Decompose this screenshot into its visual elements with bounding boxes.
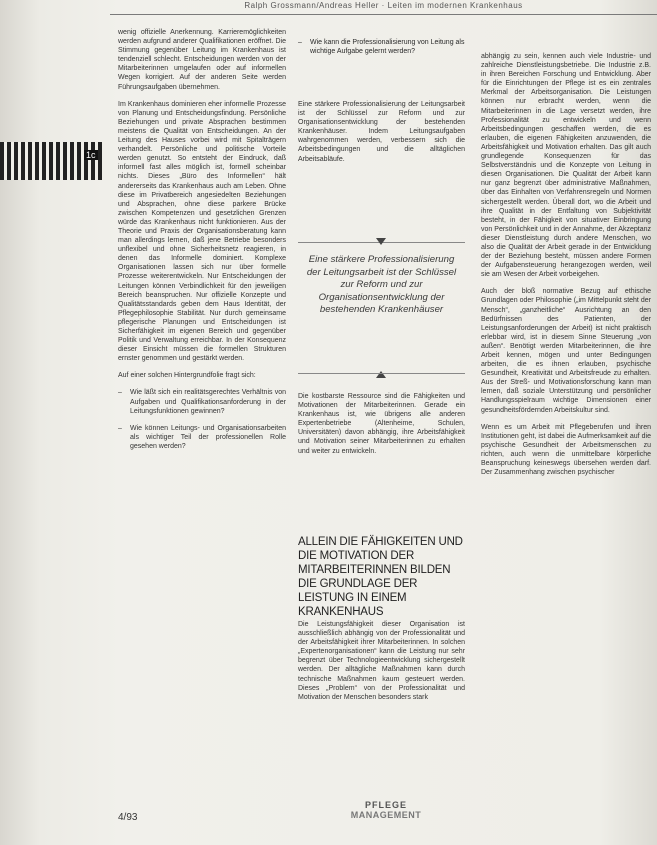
col1-bullet-2: – Wie können Leitungs- und Organisationsarbeiten als wichtiger Teil der professionellen Rolle gesehen werden?: [118, 424, 286, 451]
logo-line-1: PFLEGE: [364, 800, 407, 810]
col1-paragraph-3: Auf einer solchen Hintergrundfolie fragt sich:: [118, 372, 256, 380]
header-title: Ralph Grossmann/Andreas Heller · Leiten im modernen Krankenhaus: [244, 1, 523, 10]
column-2-middle: [298, 392, 465, 464]
col1-bullet-list: [118, 388, 286, 451]
pullquote-text: Eine stärkere Professionalisierung der Leitungsarbeit ist der Schlüssel zur Reform und zur Organisationsentwicklung der bestehenden Krankenhäuser: [306, 254, 457, 316]
column-3: [481, 52, 651, 485]
col1-paragraph-1: wenig offizielle Anerkennung. Karrieremöglichkeiten werden aufgrund anderer Qualifikationen eröffnet. Die Stimmung gegenüber Leitung im Krankenhaus ist tendenziell schlecht. Entscheidungen werden von der Mitarbeiterinnen umgelaufen oder auf informellen Wegen korrigiert. Auf der anderen Seite werden Führungsaufgaben übernehmen.: [118, 29, 286, 91]
magazine-logo: [336, 800, 436, 820]
section-headline: ALLEIN DIE FÄHIGKEITEN UND DIE MOTIVATION DER MITARBEITERINNEN BILDEN DIE GRUNDLAGE DER LEISTUNG IN EINEM KRANKENHAUS: [298, 536, 463, 618]
col2-top-bullet: – Wie kann die Professionalisierung von Leitung als wichtige Aufgabe gelernt werden?: [298, 38, 477, 56]
col3-paragraph-3: Wenn es um Arbeit mit Pflegeberufen und ihren Institutionen geht, ist dabei die Aufmerksamkeit auf die psychische Gesundheit der Arbeitsmenschen zu richten, auch wenn die unmittelbare körperliche Beanspruchung keineswegs übersehen werden darf. Der Zusammenhang zwischen psychischer: [481, 423, 651, 477]
col3-paragraph-1: abhängig zu sein, kennen auch viele Industrie- und zahlreiche Dienstleistungsbetriebe. Die Industrie z.B. in ihren Bereichen Forschung und Entwicklung. Aber für die Einrichtungen der Pflege ist es ein zentrales Merkmal der Arbeitsorganisation. Die Leistungen können nur erbracht werden, wenn die Mitarbeiterinnen in die Lage versetzt werden, ihre Professionalität zu entwickeln und wenn Arbeitsbedingungen geschaffen werden, die es erlauben, die eigenen Fähigkeiten anzuwenden, die Arbeitsfähigkeit und Motivation erhalten. Das gilt auch grundlegende Konsequenzen für das Selbstverständnis und die Konzepte von Leitung in diesen Organisationen. Die Qualität der Arbeit kann nur ganz begrenzt über administrative Maßnahmen, über das Einhalten von Verfahrensregeln und Normen sichergestellt werden. Überall dort, wo die Arbeit und ihre Qualität in der Entfaltung von Subjektivität besteht, in der Fähigkeit von situativer Einbringung von Persönlichkeit und in der Annahme, der Akzeptanz dieser Dienstleistung durch andere Menschen, wo also die Qualität der Arbeit gerade in der Entwicklung der der Beziehung besteht, müssen andere Formen der Aufgabensteuerung herangezogen werden, weil sie am Wesen der Arbeit vorbeigehen.: [481, 53, 651, 279]
col2-paragraph-1: Eine stärkere Professionalisierung der Leitungsarbeit ist der Schlüssel zur Reform und zur Organisationsentwicklung der bestehenden Krankenhäuser. Indem Leitungsaufgaben wahrgenommen werden, verbessern sich die Arbeitsbedingungen und die alltäglichen Arbeitsabläufe.: [298, 101, 465, 163]
running-header: [0, 0, 657, 22]
header-rule: [110, 14, 657, 15]
col2-paragraph-2: Die kostbarste Ressource sind die Fähigkeiten und Motivationen der Mitarbeiterinnen. Gerade ein Krankenhaus ist, wie übrigens alle anderen Expertenbetriebe (Altenheime, Schulen, Universitäten) davon abhängig, ihre Arbeitsfähigkeit und Motivation seiner Mitarbeiterinnen zu erhalten und weiter zu entwickeln.: [298, 393, 465, 455]
col3-paragraph-2: Auch der bloß normative Bezug auf ethische Grundlagen oder Philosophie („im Mittelpunkt steht der Mensch“, „ganzheitliche“ Ausrichtung an den Bedürfnissen des Patienten, der Leistungsanforderungen der Arbeit) ist nicht praktisch erlebbar wird, ist in diesem Sinne Steuerung „von außen“. Benötigt werden Mitarbeiterinnen, die ihre Arbeit kennen, mögen und unter Bedingungen arbeiten, die es ihnen erlauben, psychische Gesundheit, Kreativität und Arbeitsfreude zu erhalten. Aus der Streß- und Motivationsforschung kann man lernen, daß soziale Unterstützung und persönlicher Handlungsspielraum wichtige Dimensionen einer gesundheitsfördernden Arbeitskultur sind.: [481, 288, 651, 414]
section-tab-mark: [0, 142, 104, 180]
col2-paragraph-3: Die Leistungsfähigkeit dieser Organisation ist ausschließlich abhängig von der Professionalität und der Arbeitsfähigkeit ihrer Mitarbeiterinnen. In solchen „Expertenorganisationen“ kann die Leistung nur sehr begrenzt über Technologieentwicklung sichergestellt werden. Der alltägliche Maßnahmen kann durch technische Maßnahmen kaum gesteuert werden. Dieses „Problem“ von der Professionalität und Motivation der Menschen besonders stark: [298, 621, 465, 701]
logo-line-2: MANAGEMENT: [350, 810, 422, 820]
section-tab-label: 1c: [86, 150, 96, 160]
pull-quote: [298, 242, 465, 374]
col1-bullet-1: – Wie läßt sich ein realitätsgerechtes Verhältnis von Aufgaben und Qualifikationsanforderung in der Leitungsfunktionen gewinnen?: [118, 388, 286, 415]
column-2-intro: [298, 100, 465, 172]
column-2-bottom: [298, 620, 465, 710]
column-1: [118, 28, 286, 459]
pullquote-rule-bottom: [298, 373, 465, 374]
pullquote-arrow-down-icon: [376, 238, 386, 245]
page-number: 4/93: [118, 812, 138, 823]
col1-paragraph-2: Im Krankenhaus dominieren eher informelle Prozesse von Planung und Entscheidungsfindung. Persönliche Beziehungen und private Absprachen bestimmen meistens die Qualität von Entscheidungen. An der Leitung des Hauses vorbei wird mit Spitalträgern verhandelt. Persönliche und politische Vorteile werden genutzt. So entsteht der Eindruck, daß informell fast alles möglich ist, formell scheinbar nichts. Dieses „Büro des Informellen“ hält andererseits das Krankenhaus auch am Leben. Ohne diese im Privatbereich angesiedelten Beziehungen und Absprachen, ohne diese parkere Brücke zwischen Kompetenzen und gesetzlichen Grenzen würde das Krankenhaus nicht funktionieren. Aus der Theorie und Praxis der Organisationsberatung kann man allerdings lernen, daß jene Betriebe besonders unflexibel und ohne Sicherheitsnetz reagieren, in denen das Informelle dominiert. Komplexe Organisationen lassen sich nur über formelle Prozesse weiterentwickeln. Nur Entscheidungen der Leitungen können Verbindlichkeit für den jeweiligen Bereich beanspruchen. Nur offizielle Konzepte und Qualitätsstandards geben dem Haus Identität, der Pflegephilosophie Stabilität. Nur durch gemeinsame pflegerische Planungen und Entscheidungen ist Sicherfähigkeit im eigenen Bereich und gegenüber Politik und Verwaltung erreichbar. In der Konsequenz dieser Einsicht müssen die formellen Strukturen ernster genommen und gestärkt werden.: [118, 100, 286, 363]
